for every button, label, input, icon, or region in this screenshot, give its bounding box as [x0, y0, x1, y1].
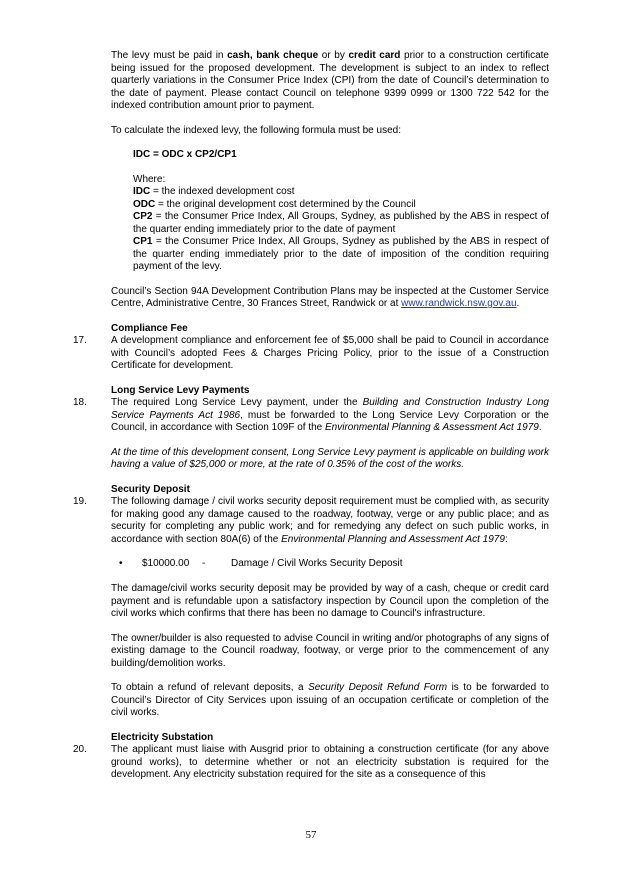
def-odc: [133, 199, 549, 212]
term: ODC: [133, 198, 156, 210]
def-cp2: [133, 211, 549, 236]
section94a-paragraph: [111, 286, 549, 311]
lsl-heading: Long Service Levy Payments: [111, 384, 250, 396]
electricity-text: The applicant must liaise with Ausgrid prior to obtaining a construction certificate (for any above ground works), to determine whether or not an electricity substation is required for the development. Any electricity substation required for the site as a consequence of this: [111, 744, 549, 780]
lsl-text: [111, 397, 549, 435]
term: CP1: [133, 236, 153, 247]
council-website-link[interactable]: www.randwick.nsw.gov.au: [401, 298, 517, 309]
italic-span: Environmental Planning & Assessment Act 1979: [325, 422, 539, 433]
lsl-note: At the time of this development consent, Long Service Levy payment is applicable on building work having a value of $25,000 or more, at the rate of 0.35% of the cost of the works.: [111, 446, 549, 470]
definition: = the Consumer Price Index, All Groups, Sydney as published by the ABS in respect of the quarter ending immediately prior to the date of imposition of the condition requiring payment of the levy.: [133, 236, 549, 272]
condition-19: [73, 496, 549, 720]
condition-17: [73, 335, 549, 373]
text-span: , must be forwarded to the Long Service Levy Corporation or the Council, in accordance with Section 109F of the: [111, 409, 549, 433]
security-p3: [111, 682, 549, 720]
deposit-amount: $10000.00: [142, 558, 190, 569]
definition: = the indexed development cost: [150, 186, 295, 197]
electricity-heading: Electricity Substation: [111, 731, 214, 743]
compliance-heading: Compliance Fee: [111, 322, 188, 334]
page-number: 57: [305, 829, 317, 841]
text-span: :: [504, 533, 508, 545]
condition-number: 17.: [73, 335, 87, 346]
where-label: Where:: [133, 173, 166, 185]
condition-18: [73, 397, 549, 472]
def-idc: [133, 186, 549, 199]
definition: = the Consumer Price Index, All Groups, Sydney, as published by the ABS in respect of the quarter ending immediately prior to the date of payment: [133, 211, 549, 235]
security-p2: The owner/builder is also requested to advise Council in writing and/or photographs of any signs of existing damage to the Council roadway, footway, or verge prior to the commencement of any building/demolition works.: [111, 632, 549, 669]
deposit-bullet: [111, 558, 549, 571]
italic-span: Building and Construction Industry Long Service Payments Act 1986: [111, 397, 549, 421]
bullet-icon: •: [119, 558, 123, 569]
bold-span: credit card: [348, 50, 401, 61]
dash: -: [202, 558, 206, 569]
definition: = the original development cost determined by the Council: [155, 198, 416, 210]
condition-number: 20.: [73, 744, 87, 755]
text-span: Council’s Section 94A Development Contribution Plans may be inspected at the Customer Service Centre, Administrative Centre, 30 Frances Street, Randwick or at: [111, 285, 549, 309]
security-p1: The damage/civil works security deposit may be provided by way of a cash, cheque or credit card payment and is refundable upon a satisfactory inspection by Council upon the completion of the civil works which confirms that there has been no damage to Council's infrastructure.: [111, 583, 549, 619]
text-span: .: [538, 422, 542, 433]
italic-span: Security Deposit Refund Form: [308, 682, 448, 693]
def-cp1: [133, 236, 549, 274]
calc-intro: To calculate the indexed levy, the following formula must be used:: [111, 124, 401, 136]
condition-20: [73, 744, 549, 782]
text-span: is to be forwarded to Council’s Director of City Services upon issuing of an occupation certificate or completion of the civil works.: [111, 682, 549, 718]
compliance-text: A development compliance and enforcement fee of $5,000 shall be paid to Council in accordance with Council’s adopted Fees & Charges Pricing Policy, prior to the issue of a Construction Certificate for development.: [111, 335, 549, 371]
italic-span: Environmental Planning and Assessment Act 1979: [281, 533, 505, 545]
security-heading: Security Deposit: [111, 483, 190, 495]
condition-number: 18.: [73, 397, 87, 408]
term: CP2: [133, 211, 153, 222]
body-column: [73, 50, 549, 782]
text-span: prior to a construction certificate being issued for the proposed development. The development is subject to an index to reflect quarterly variations in the Consumer Price Index (CPI) from the date of Council’s determination to the date of payment. Please contact Council on telephone 9399 0999 or 1300 722 542 for the indexed contribution amount prior to payment.: [111, 50, 549, 111]
condition-number: 19.: [73, 496, 87, 507]
text-span: The levy must be paid in: [111, 50, 228, 61]
security-text: [111, 496, 549, 546]
term: IDC: [133, 186, 151, 197]
text-span: The following damage / civil works security deposit requirement must be complied with, as security for making good any damage caused to the roadway, footway, verge or any public place; and as security for completing any public work; and for remedying any defect on such public works, in accordance with section 80A(6) of the: [111, 496, 549, 545]
text-span: The required Long Service Levy payment, under the: [111, 397, 363, 408]
deposit-description: Damage / Civil Works Security Deposit: [231, 558, 403, 569]
formula: IDC = ODC x CP2/CP1: [133, 149, 237, 160]
bold-span: cash, bank cheque: [227, 50, 319, 61]
text-span: or by: [318, 50, 349, 61]
text-span: .: [516, 298, 520, 309]
text-span: To obtain a refund of relevant deposits, a: [111, 682, 309, 693]
levy-payment-paragraph: [111, 50, 549, 113]
formula-block: [133, 149, 549, 274]
